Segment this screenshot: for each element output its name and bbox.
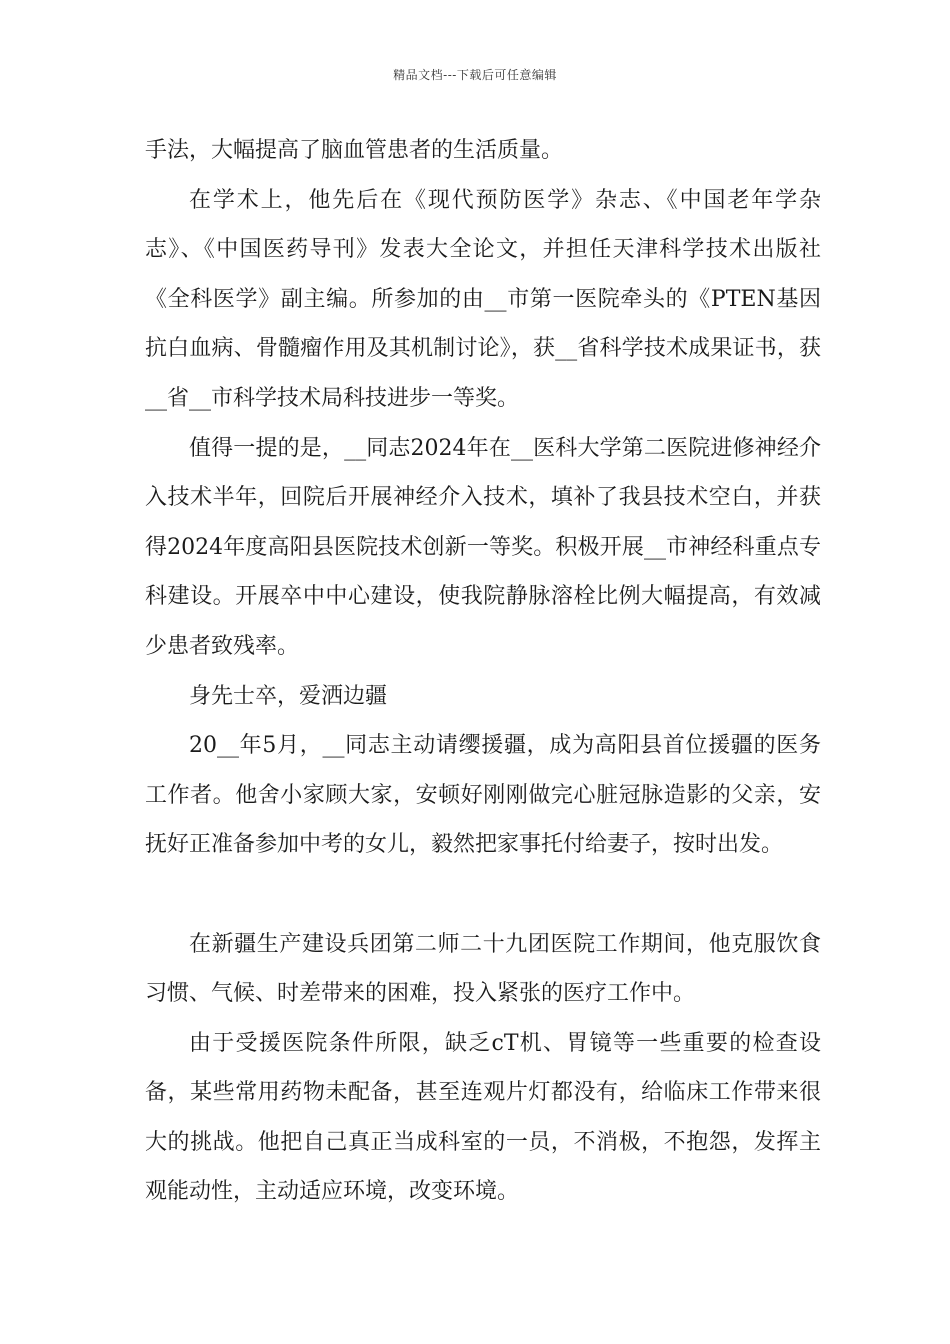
document-body — [145, 126, 821, 1217]
paragraph-6: 由于受援医院条件所限，缺乏cT机、胃镜等一些重要的检查设备，某些常用药物未配备，甚至连观片灯都没有，给临床工作带来很大的挑战。他把自己真正当成科室的一员，不消极，不抱怨，发挥主观能动性，主动适应环境，改变环境。 — [145, 1030, 821, 1205]
page-header: 精品文档---下载后可任意编辑 — [393, 68, 557, 82]
paragraph-2: 在学术上，他先后在《现代预防医学》杂志、《中国老年学杂志》、《中国医药导刊》发表大全论文，并担任天津科学技术出版社《全科医学》副主编。所参加的由__市第一医院牵头的《PTEN基因抗白血病、骨髓瘤作用及其机制讨论》，获__省科学技术成果证书，获__省__市科学技术局科技进步一等奖。 — [145, 187, 821, 411]
paragraph-5: 在新疆生产建设兵团第二师二十九团医院工作期间，他克服饮食习惯、气候、时差带来的困难，投入紧张的医疗工作中。 — [145, 931, 821, 1007]
paragraph-1: 手法，大幅提高了脑血管患者的生活质量。 — [145, 138, 564, 163]
section-heading: 身先士卒，爱洒边疆 — [189, 683, 388, 709]
paragraph-4: 20__年5月，__同志主动请缨援疆，成为高阳县首位援疆的医务工作者。他舍小家顾大家，安顿好刚刚做完心脏冠脉造影的父亲，安抚好正准备参加中考的女儿，毅然把家事托付给妻子，按时出发。 — [145, 733, 821, 858]
paragraph-3: 值得一提的是，__同志2024年在__医科大学第二医院进修神经介入技术半年，回院后开展神经介入技术，填补了我县技术空白，并获得2024年度高阳县医院技术创新一等奖。积极开展__市神经科重点专科建设。开展卒中中心建设，使我院静脉溶栓比例大幅提高，有效减少患者致残率。 — [145, 435, 821, 659]
blank-line — [145, 870, 821, 920]
